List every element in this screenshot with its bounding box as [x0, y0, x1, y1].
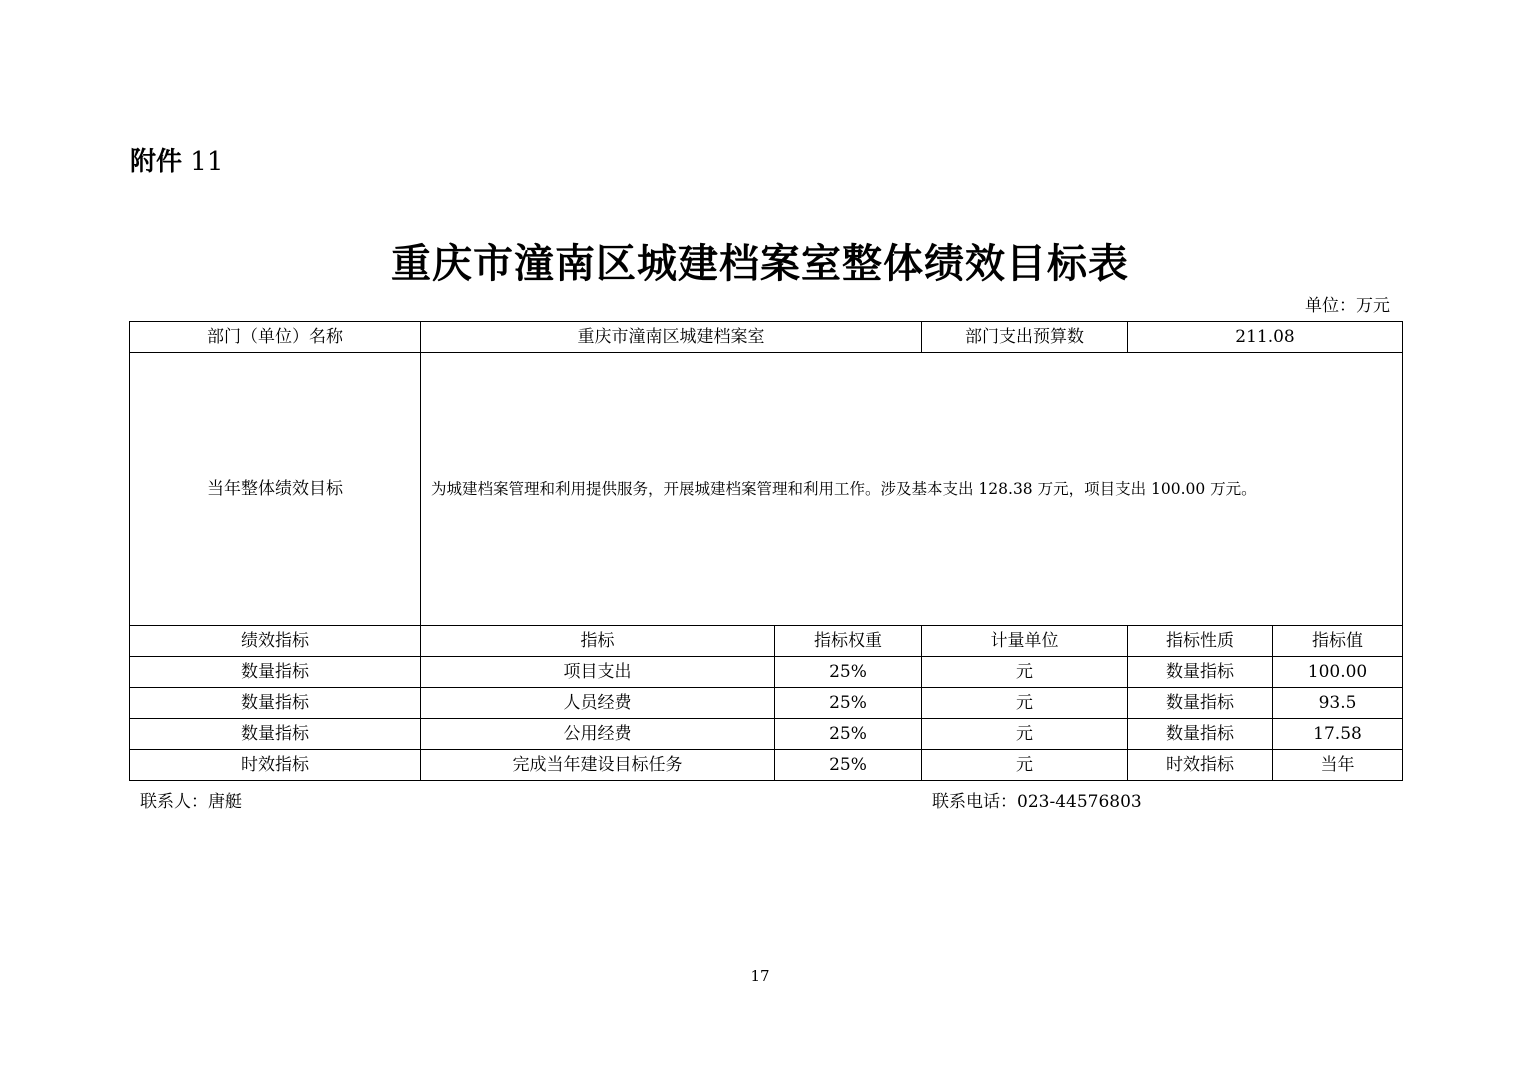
indicator-category: 时效指标 — [130, 750, 421, 781]
budget-value: 211.08 — [1128, 322, 1403, 353]
indicator-name: 项目支出 — [421, 657, 775, 688]
attachment-number: 11 — [190, 147, 224, 177]
dept-name-value: 重庆市潼南区城建档案室 — [421, 322, 922, 353]
indicator-value: 100.00 — [1273, 657, 1403, 688]
indicator-header-row — [130, 626, 1403, 657]
attachment-label — [130, 144, 223, 180]
budget-label: 部门支出预算数 — [922, 322, 1128, 353]
indicator-category: 数量指标 — [130, 719, 421, 750]
indicator-unit: 元 — [922, 719, 1128, 750]
indicator-nature: 数量指标 — [1128, 719, 1273, 750]
indicator-name: 公用经费 — [421, 719, 775, 750]
page-title: 重庆市潼南区城建档案室整体绩效目标表 — [391, 240, 1129, 287]
indicator-value: 当年 — [1273, 750, 1403, 781]
indicator-unit: 元 — [922, 657, 1128, 688]
unit-label: 单位：万元 — [1305, 296, 1390, 316]
table-row — [130, 657, 1403, 688]
indicator-nature: 时效指标 — [1128, 750, 1273, 781]
indicator-category: 数量指标 — [130, 688, 421, 719]
table-row — [130, 750, 1403, 781]
indicator-name: 完成当年建设目标任务 — [421, 750, 775, 781]
indicator-weight: 25% — [775, 688, 922, 719]
indicator-category: 数量指标 — [130, 657, 421, 688]
column-header-category: 绩效指标 — [130, 626, 421, 657]
indicator-unit: 元 — [922, 688, 1128, 719]
column-header-unit: 计量单位 — [922, 626, 1128, 657]
contact-person: 联系人：唐艇 — [140, 792, 242, 812]
column-header-value: 指标值 — [1273, 626, 1403, 657]
attachment-prefix: 附件 — [130, 147, 183, 177]
dept-name-label: 部门（单位）名称 — [130, 322, 421, 353]
performance-table — [129, 321, 1403, 781]
indicator-weight: 25% — [775, 750, 922, 781]
goal-label: 当年整体绩效目标 — [130, 353, 421, 626]
goal-text: 为城建档案管理和利用提供服务，开展城建档案管理和利用工作。涉及基本支出 128.38 万元，项目支出 100.00 万元。 — [421, 353, 1403, 626]
column-header-weight: 指标权重 — [775, 626, 922, 657]
indicator-nature: 数量指标 — [1128, 657, 1273, 688]
contact-phone: 联系电话：023-44576803 — [932, 792, 1142, 812]
indicator-unit: 元 — [922, 750, 1128, 781]
table-row — [130, 719, 1403, 750]
indicator-name: 人员经费 — [421, 688, 775, 719]
column-header-indicator: 指标 — [421, 626, 775, 657]
table-row — [130, 688, 1403, 719]
indicator-value: 17.58 — [1273, 719, 1403, 750]
indicator-value: 93.5 — [1273, 688, 1403, 719]
page-number: 17 — [750, 967, 770, 985]
indicator-weight: 25% — [775, 657, 922, 688]
column-header-nature: 指标性质 — [1128, 626, 1273, 657]
indicator-weight: 25% — [775, 719, 922, 750]
indicator-nature: 数量指标 — [1128, 688, 1273, 719]
header-row — [130, 322, 1403, 353]
goal-row — [130, 353, 1403, 626]
